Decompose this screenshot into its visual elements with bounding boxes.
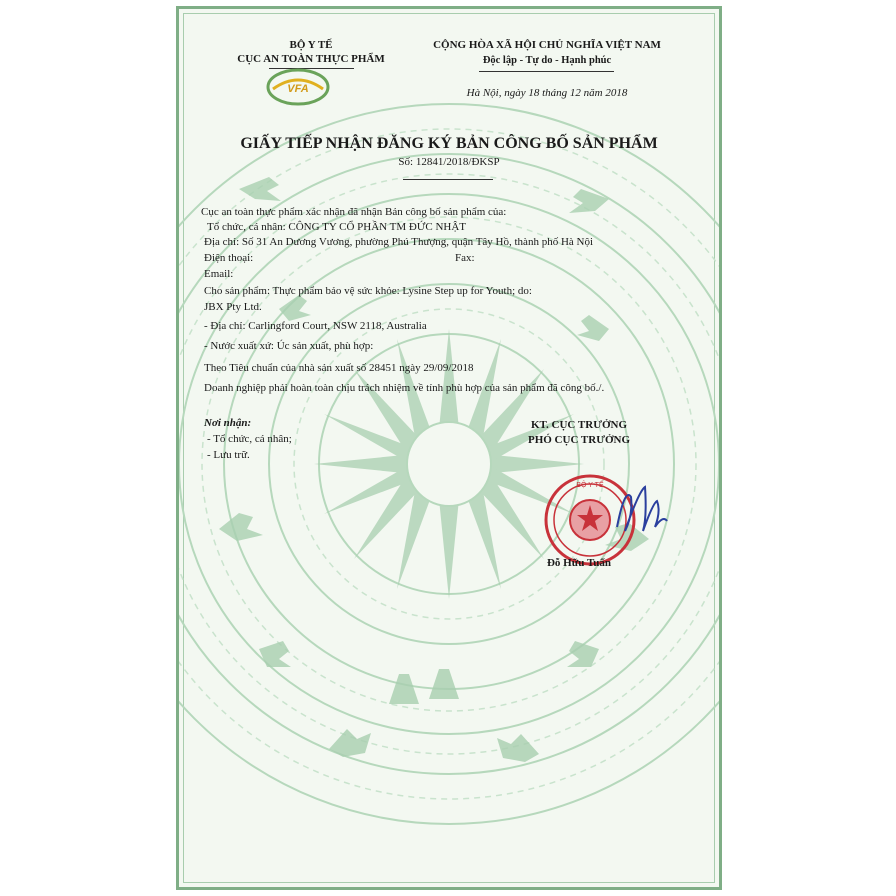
national-motto: Độc lập - Tự do - Hạnh phúc <box>482 55 612 66</box>
signer-name: Đỗ Hữu Tuấn <box>546 557 612 569</box>
recipients-heading: Nơi nhận: <box>204 417 252 429</box>
department-name: CỤC AN TOÀN THỰC PHẨM <box>237 53 385 65</box>
ministry-name: BỘ Y TẾ <box>289 39 333 51</box>
motto-underline <box>479 71 614 72</box>
intro-line: Cục an toàn thực phẩm xác nhận đã nhận Bản công bố sản phẩm của: <box>201 206 507 218</box>
number-underline <box>403 179 493 180</box>
document-title: GIẤY TIẾP NHẬN ĐĂNG KÝ BẢN CÔNG BỐ SẢN PHẨM <box>240 135 658 152</box>
standard-line: Theo Tiêu chuẩn của nhà sản xuất số 28451 ngày 29/09/2018 <box>204 362 474 374</box>
recipient-item: - Lưu trữ. <box>207 449 250 461</box>
handwritten-signature <box>611 477 675 547</box>
certificate-page <box>176 6 722 890</box>
manufacturer-address-line: - Địa chỉ: Carlingford Court, NSW 2118, Australia <box>204 320 427 332</box>
origin-line: - Nước xuất xứ: Úc sản xuất, phù hợp: <box>204 340 374 352</box>
address-line: Địa chỉ: Số 31 An Dương Vương, phường Phú Thượng, quận Tây Hồ, thành phố Hà Nội <box>204 236 594 248</box>
organization-line: Tổ chức, cá nhân: CÔNG TY CỔ PHẦN TM ĐỨC NHẬT <box>207 221 467 233</box>
email-line: Email: <box>204 268 234 280</box>
recipient-item: - Tổ chức, cá nhân; <box>207 433 292 445</box>
responsibility-line: Doanh nghiệp phải hoàn toàn chịu trách nhiệm về tính phù hợp của sản phẩm đã công bố./. <box>204 382 605 394</box>
country-name: CỘNG HÒA XÃ HỘI CHỦ NGHĨA VIỆT NAM <box>433 39 661 51</box>
vfa-logo-text: VFA <box>287 83 309 95</box>
document-number: Số: 12841/2018/ĐKSP <box>398 156 500 168</box>
signature-title-1: KT. CỤC TRƯỞNG <box>530 419 628 431</box>
signature-title-2: PHÓ CỤC TRƯỞNG <box>527 434 631 446</box>
svg-text:BỘ Y TẾ: BỘ Y TẾ <box>576 482 604 489</box>
manufacturer-line: JBX Pty Ltd. <box>204 301 262 313</box>
product-line: Cho sản phẩm: Thực phẩm bảo vệ sức khỏe: Lysine Step up for Youth; do: <box>204 285 532 297</box>
phone-line: Điện thoại: <box>204 252 254 264</box>
vfa-logo <box>263 67 333 107</box>
fax-line: Fax: <box>455 252 475 264</box>
issue-date: Hà Nội, ngày 18 tháng 12 năm 2018 <box>466 87 628 99</box>
